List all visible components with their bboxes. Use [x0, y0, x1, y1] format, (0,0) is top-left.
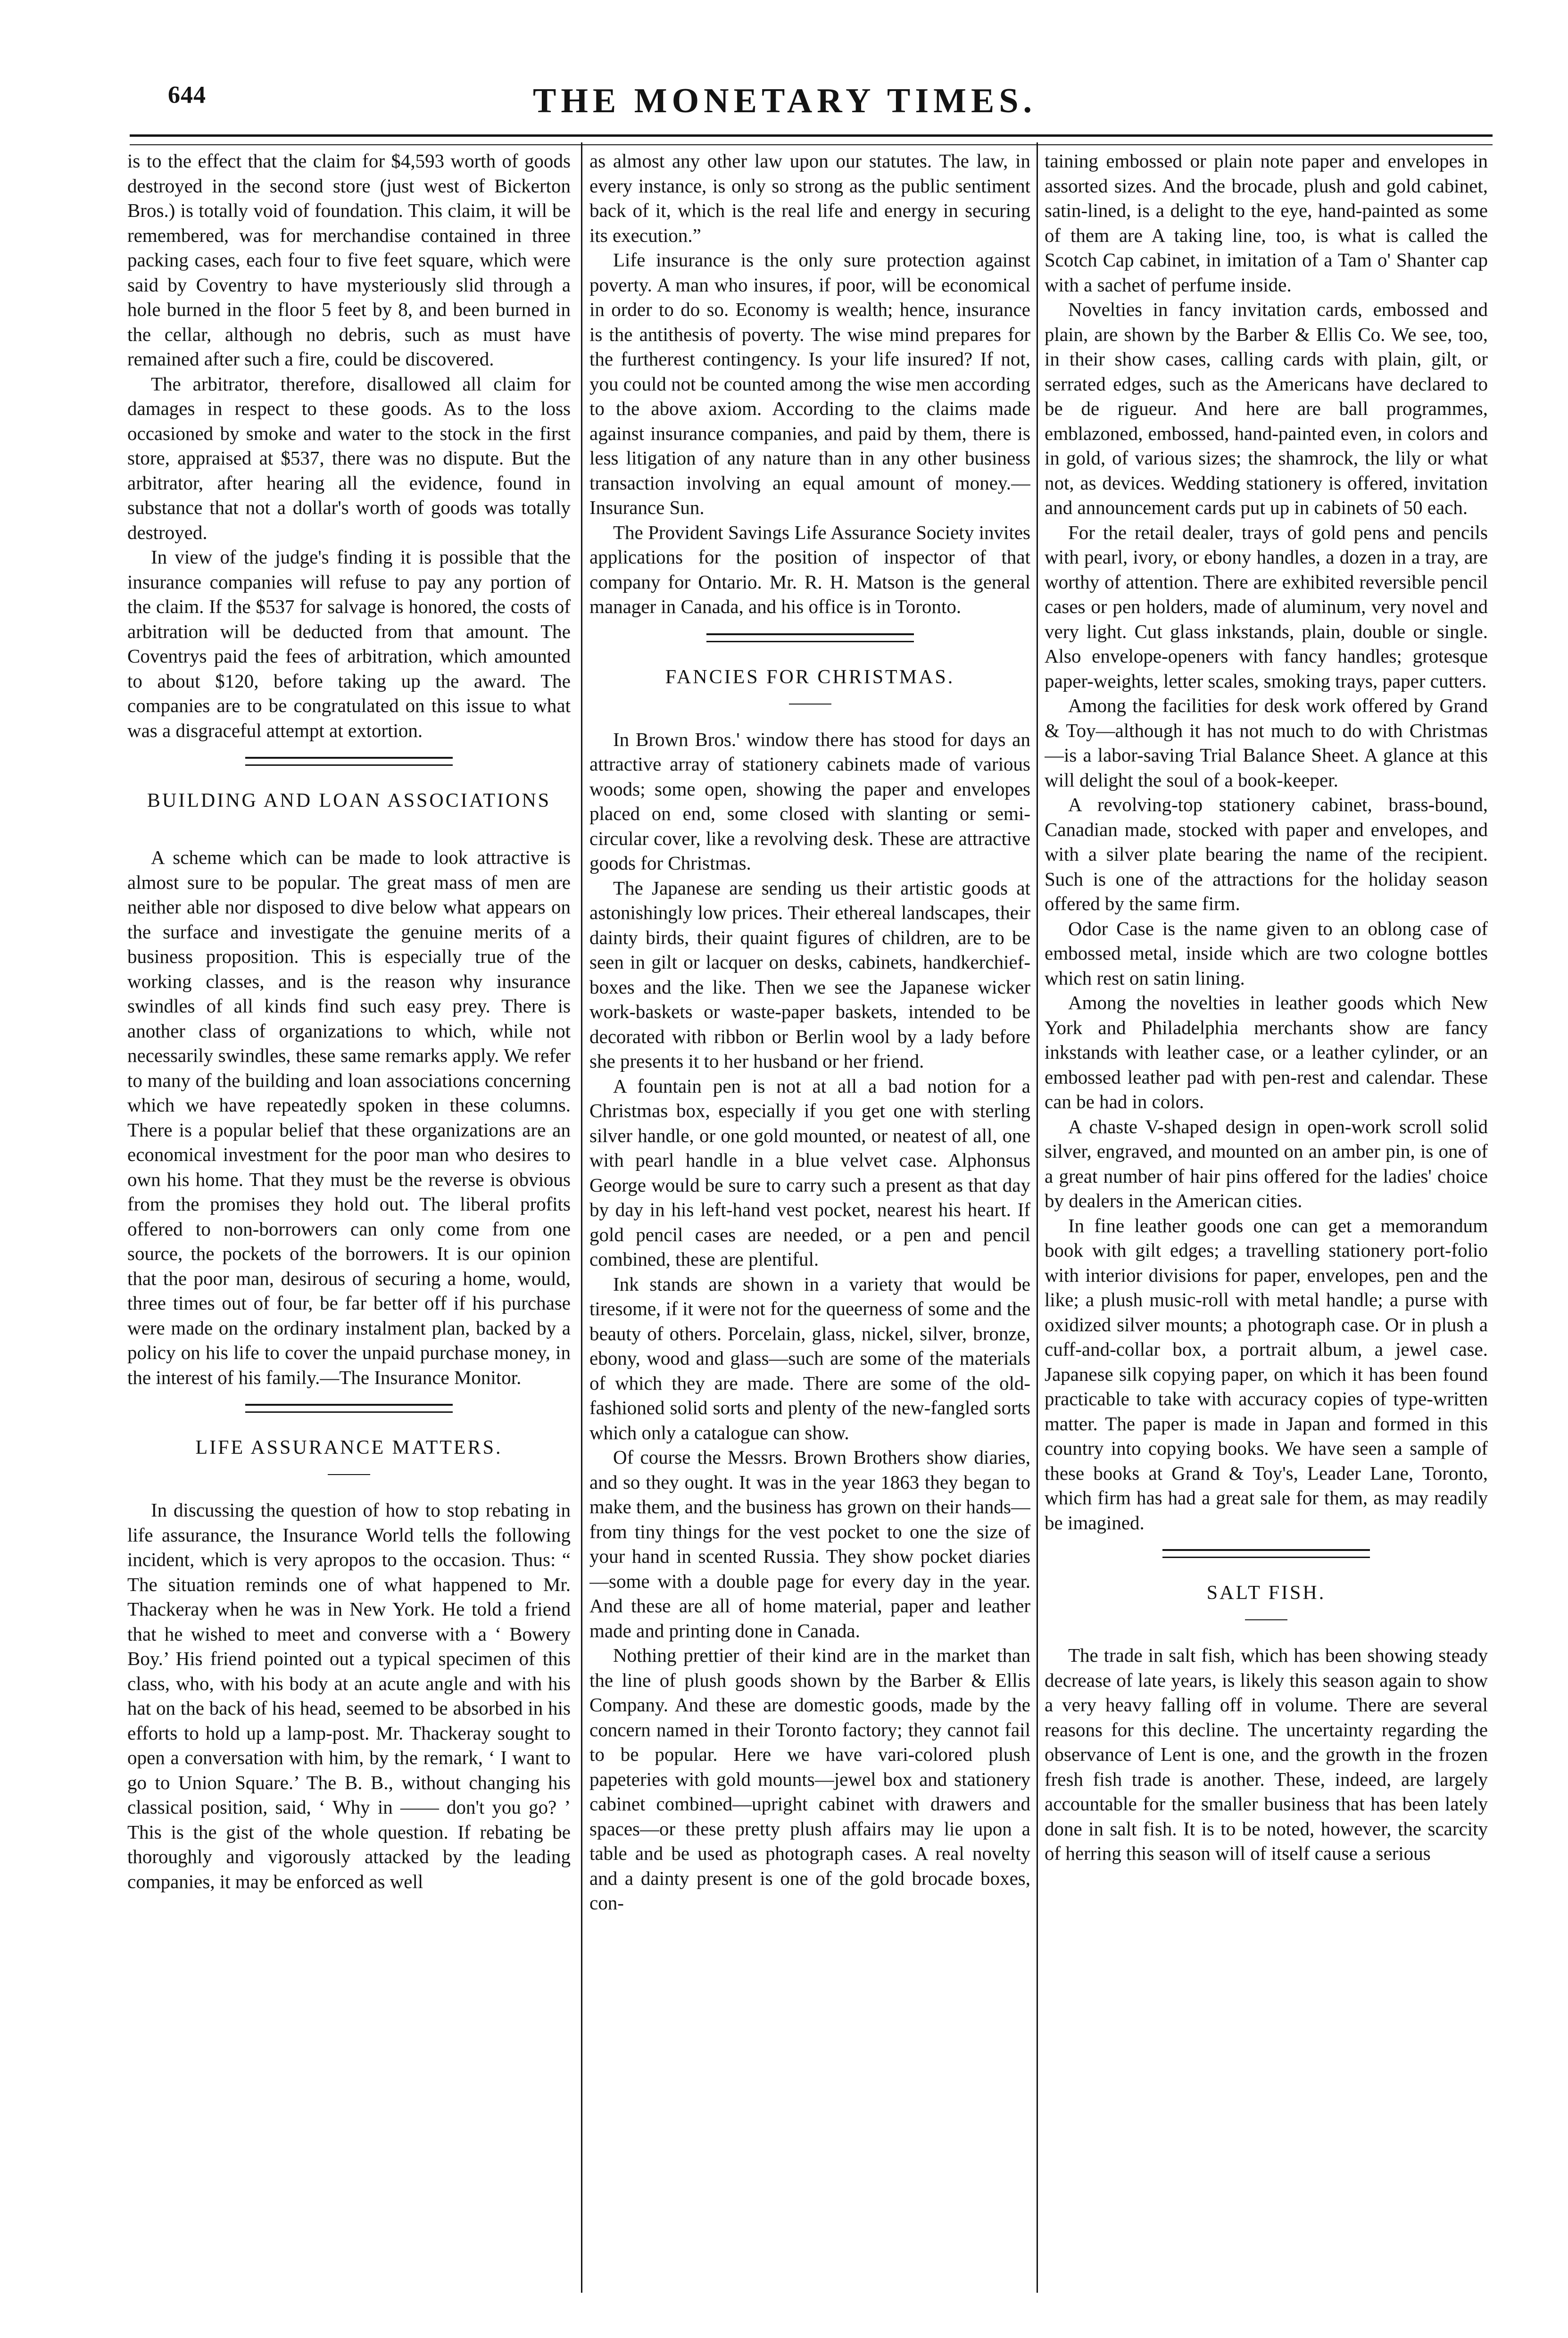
article-paragraph: The trade in salt fish, which has been showing steady decrease of late years, is likely this season again to show a very heavy falling off in volume. There are several reasons for this decline. The uncertainty regarding the observance of Lent is one, and the growth in the frozen fresh fish trade is another. These, indeed, are largely accountable for the smaller business that has been lately done in salt fish. It is to be noted, however, the scarcity of herring this season will of itself cause a serious [1045, 1644, 1488, 1864]
article-paragraph: In fine leather goods one can get a memorandum book with gilt edges; a travelling stationery port-folio with interior divisions for paper, envelopes, pen and the like; a plush music-roll with metal handle; a purse with oxidized silver mounts; a photograph case. Or in plush a cuff-and-collar box, a portrait album, a jewel case. Japanese silk copying paper, on which it has been found practicable to take with accuracy copies of type-written matter. The paper is made in Japan and formed in this country into copying books. We have seen a sample of these books at Grand & Toy's, Leader Lane, Toronto, which firm has had a great sale for them, as may readily be imagined. [1045, 1214, 1488, 1534]
column-1 [127, 149, 571, 2299]
article-paragraph: Nothing prettier of their kind are in the market than the line of plush goods shown by the Barber & Ellis Company. And these are domestic goods, made by the concern named in their Toronto factory; they cannot fail to be popular. Here we have vari-colored plush papeteries with gold mounts—jewel box and stationery cabinet combined—upright cabinet with drawers and spaces—or these pretty plush affairs may lie upon a table and be used as photograph cases. A real novelty and a dainty present is one of the gold brocade boxes, con- [589, 1644, 1030, 1914]
section-double-rule [1162, 1549, 1370, 1558]
column-divider-2 [1037, 142, 1038, 2293]
article-paragraph: as almost any other law upon our statutes. The law, in every instance, is only so strong as the public sentiment back of it, which is the real life and energy in securing its execution.” [589, 150, 1030, 246]
article-paragraph: Of course the Messrs. Brown Brothers show diaries, and so they ought. It was in the year 1863 they began to make them, and the business has grown on their hands—from tiny things for the vest pocket to one the size of your hand in scented Russia. They show pocket diaries—some with a double page for every day in the year. And these are all of home material, paper and leather made and printing done in Canada. [589, 1446, 1030, 1642]
section-heading-salt-fish: SALT FISH. [1206, 1582, 1326, 1604]
section-double-rule [706, 633, 914, 642]
article-paragraph: taining embossed or plain note paper and envelopes in assorted sizes. And the brocade, plush and gold cabinet, satin-lined, is a delight to the eye, hand-painted as some of them are A taking line, too, is what is called the Scotch Cap cabinet, in imitation of a Tam o' Shanter cap with a sachet of perfume inside. [1045, 150, 1488, 296]
section-heading-life-assurance: LIFE ASSURANCE MATTERS. [195, 1437, 503, 1459]
section-double-rule [245, 1404, 453, 1413]
column-3 [1045, 149, 1488, 2299]
masthead-title: THE MONETARY TIMES. [533, 82, 1037, 120]
article-paragraph: The arbitrator, therefore, disallowed all claim for damages in respect to these goods. As to the loss occasioned by smoke and water to the stock in the first store, appraised at $537, there was no dispute. But the arbitrator, after hearing all the evidence, found in substance that not a dollar's worth of goods was totally destroyed. [127, 373, 571, 543]
section-heading-building-loan: BUILDING AND LOAN ASSOCIATIONS [147, 790, 551, 812]
article-paragraph: A chaste V-shaped design in open-work scroll solid silver, engraved, and mounted on an amber pin, is one of a great number of hair pins offered for the ladies' choice by dealers in the American cities. [1045, 1115, 1488, 1211]
article-paragraph: Among the facilities for desk work offered by Grand & Toy—although it has not much to do with Christmas—is a labor-saving Trial Balance Sheet. A glance at this will delight the soul of a book-keeper. [1045, 695, 1488, 791]
section-double-rule [245, 757, 453, 766]
article-paragraph: Life insurance is the only sure protection against poverty. A man who insures, if poor, will be economical in order to do so. Economy is wealth; hence, insurance is the antithesis of poverty. The wise mind prepares for the furtherest contingency. Is your life insured? If not, you could not be counted among the wise men according to the above axiom. According to the claims made against insurance companies, and paid by them, there is less litigation of any nature than in any other business transaction involving an equal amount of money.—Insurance Sun. [589, 249, 1030, 518]
article-paragraph: The Provident Savings Life Assurance Society invites applications for the position of inspector of that company for Ontario. Mr. R. H. Matson is the general manager in Canada, and his office is in Toronto. [589, 521, 1030, 617]
article-paragraph: Among the novelties in leather goods which New York and Philadelphia merchants show are fancy inkstands with leather case, or a leather cylinder, or an embossed leather pad with pen-rest and calendar. These can be had in colors. [1045, 992, 1488, 1112]
article-paragraph: In Brown Bros.' window there has stood for days an attractive array of stationery cabinets made of various woods; some open, showing the paper and envelopes placed on end, some closed with slanting or semi-circular cover, like a revolving desk. These are attractive goods for Christmas. [589, 728, 1030, 874]
page-number: 644 [168, 82, 206, 108]
header-double-rule [130, 134, 1493, 145]
section-heading-fancies: FANCIES FOR CHRISTMAS. [665, 666, 955, 688]
article-paragraph: A scheme which can be made to look attractive is almost sure to be popular. The great mass of men are neither able nor disposed to dive below what appears on the surface and investigate the genuine merits of a business proposition. This is especially true of the working classes, and is the reason why insurance swindles of all kinds find such easy prey. There is another class of organizations to which, while not necessarily swindles, these same remarks apply. We refer to many of the building and loan associations concerning which we have repeatedly spoken in these columns. There is a popular belief that these organizations are an economical investment for the poor man who desires to own his home. That they must be the reverse is obvious from the promises they hold out. The liberal profits offered to non-borrowers can only come from one source, the pockets of the borrowers. It is our opinion that the poor man, desirous of securing a home, would, three times out of four, be far better off if his purchase were made on the ordinary instalment plan, backed by a policy on his life to cover the unpaid purchase money, in the interest of his family.—The Insurance Monitor. [127, 846, 571, 1388]
article-paragraph: A fountain pen is not at all a bad notion for a Christmas box, especially if you get one with sterling silver handle, or one gold mounted, or neatest of all, one with pearl handle in a blue velvet case. Alphonsus George would be sure to carry such a present as that day by day in his left-hand vest pocket, nearest his heart. If gold pencil cases are needed, or a pen and pencil combined, these are plentiful. [589, 1075, 1030, 1270]
article-paragraph: A revolving-top stationery cabinet, brass-bound, Canadian made, stocked with paper and envelopes, and with a silver plate bearing the name of the recipient. Such is one of the attractions for the holiday season offered by the same firm. [1045, 794, 1488, 914]
article-paragraph: Odor Case is the name given to an oblong case of embossed metal, inside which are two cologne bottles which rest on satin lining. [1045, 917, 1488, 989]
article-paragraph: In discussing the question of how to stop rebating in life assurance, the Insurance World tells the following incident, which is very apropos to the occasion. Thus: “ The situation reminds one of what happened to Mr. Thackeray when he was in New York. He told a friend that he wished to meet and converse with a ‘ Bowery Boy.’ His friend pointed out a typical specimen of this class, who, with his body at an acute angle and with his hat on the back of his head, seemed to be absorbed in his efforts to hold up a lamp-post. Mr. Thackeray sought to open a conversation with him, by the remark, ‘ I want to go to Union Square.’ The B. B., without changing his classical position, said, ‘ Why in —— don't you go? ’ This is the gist of the whole question. If rebating be thoroughly and vigorously attacked by the leading companies, it may be enforced as well [127, 1499, 571, 1892]
article-paragraph: For the retail dealer, trays of gold pens and pencils with pearl, ivory, or ebony handles, a dozen in a tray, are worthy of attention. There are exhibited reversible pencil cases or pen holders, made of aluminum, very novel and very light. Cut glass inkstands, plain, double or single. Also envelope-openers with fancy handles; grotesque paper-weights, letter scales, smoking trays, paper cutters. [1045, 521, 1488, 692]
article-paragraph: Ink stands are shown in a variety that would be tiresome, if it were not for the queerness of some and the beauty of others. Porcelain, glass, nickel, silver, bronze, ebony, wood and glass—such are some of the materials of which they are made. There are some of the old-fashioned solid sorts and plenty of the new-fangled sorts which only a catalogue can show. [589, 1273, 1030, 1443]
column-2 [589, 149, 1030, 2299]
article-paragraph: The Japanese are sending us their artistic goods at astonishingly low prices. Their ethereal landscapes, their dainty birds, their quaint figures of children, are to be seen in gilt or lacquer on desks, cabinets, handkerchief-boxes and the like. Then we see the Japanese wicker work-baskets or waste-paper baskets, intended to be decorated with ribbon or Berlin wool by a lady before she presents it to her husband or her friend. [589, 877, 1030, 1072]
column-divider-1 [581, 142, 582, 2293]
article-paragraph: In view of the judge's finding it is possible that the insurance companies will refuse to pay any portion of the claim. If the $537 for salvage is honored, the costs of arbitration will be deducted from that amount. The Coventrys paid the fees of arbitration, which amounted to about $120, before taking up the award. The companies are to be congratulated on this issue to what was a disgraceful attempt at extortion. [127, 546, 571, 741]
article-paragraph: is to the effect that the claim for $4,593 worth of goods destroyed in the second store (just west of Bickerton Bros.) is totally void of foundation. This claim, it will be remembered, was for merchandise contained in three packing cases, each four to five feet square, which were said by Coventry to have mysteriously slid through a hole burned in the floor 5 feet by 8, and been burned in the cellar, although no debris, such as must have remained after such a fire, could be discovered. [127, 150, 571, 370]
article-paragraph: Novelties in fancy invitation cards, embossed and plain, are shown by the Barber & Ellis Co. We see, too, in their show cases, calling cards with plain, gilt, or serrated edges, such as the Americans have declared to be de rigueur. And here are ball programmes, emblazoned, embossed, hand-painted even, in colors and in gold, of various sizes; the shamrock, the lily or what not, as devices. Wedding stationery is offered, invitation and announcement cards put up in cabinets of 50 each. [1045, 298, 1488, 518]
